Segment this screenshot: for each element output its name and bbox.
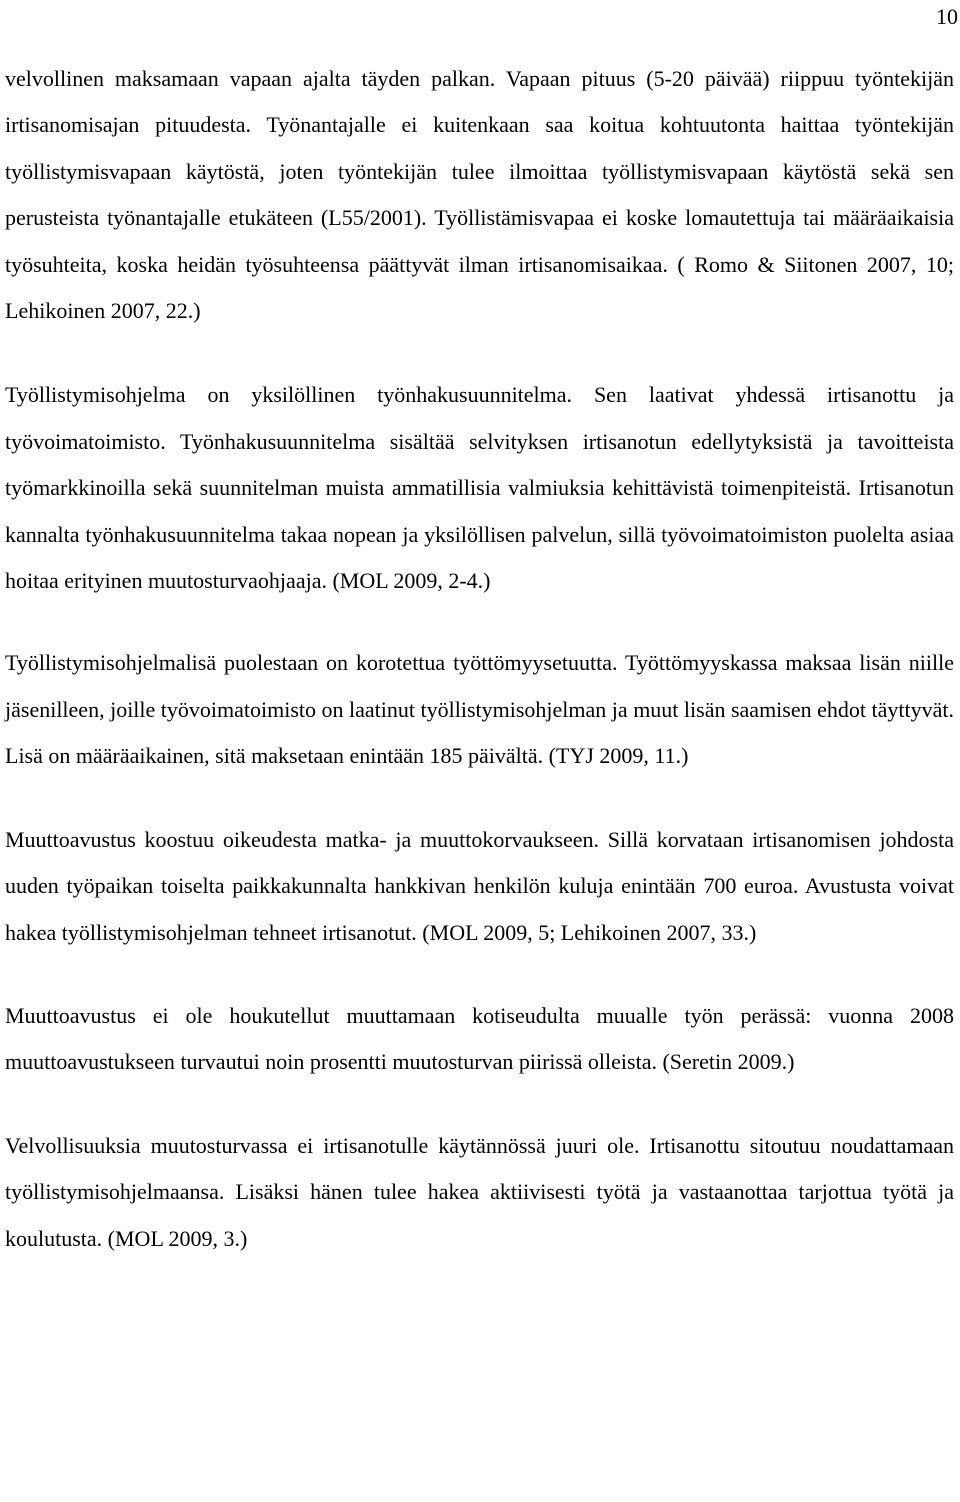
paragraph-1: velvollinen maksamaan vapaan ajalta täyden palkan. Vapaan pituus (5-20 päivää) riippuu työntekijän irtisanomisajan pituudesta. Työnantajalle ei kuitenkaan saa koitua kohtuutonta haittaa työntekijän työllistymisvapaan käytöstä, joten työntekijän tulee ilmoittaa työllistymisvapaan käytöstä sekä sen perusteista työnantajalle etukäteen (L55/2001). Työllistämisvapaa ei koske lomautettuja tai määräaikaisia työsuhteita, koska heidän työsuhteensa päättyvät ilman irtisanomisaikaa. ( Romo & Siitonen 2007, 10; Lehikoinen 2007, 22.): [5, 66, 954, 324]
paragraph-4: Muuttoavustus koostuu oikeudesta matka- ja muuttokorvaukseen. Sillä korvataan irtisanomisen johdosta uuden työpaikan toiselta paikkakunnalta hankkivan henkilön kuluja enintään 700 euroa. Avustusta voivat hakea työllistymisohjelman tehneet irtisanotut. (MOL 2009, 5; Lehikoinen 2007, 33.): [5, 826, 954, 945]
document-body: [5, 56, 954, 1262]
paragraph-3: Työllistymisohjelmalisä puolestaan on korotettua työttömyysetuutta. Työttömyyskassa maksaa lisän niille jäsenilleen, joille työvoimatoimisto on laatinut työllistymisohjelman ja muut lisän saamisen ehdot täyttyvät. Lisä on määräaikainen, sitä maksetaan enintään 185 päivältä. (TYJ 2009, 11.): [5, 650, 954, 769]
paragraph-2: Työllistymisohjelma on yksilöllinen työnhakusuunnitelma. Sen laativat yhdessä irtisanottu ja työvoimatoimisto. Työnhakusuunnitelma sisältää selvityksen irtisanotun edellytyksistä ja tavoitteista työmarkkinoilla sekä suunnitelman muista ammatillisia valmiuksia kehittävistä toimenpiteistä. Irtisanotun kannalta työnhakusuunnitelma takaa nopean ja yksilöllisen palvelun, sillä työvoimatoimiston puolelta asiaa hoitaa erityinen muutosturvaohjaaja. (MOL 2009, 2-4.): [5, 382, 954, 594]
page-number: 10: [936, 4, 958, 29]
paragraph-5: Muuttoavustus ei ole houkutellut muuttamaan kotiseudulta muualle työn perässä: vuonna 2008 muuttoavustukseen turvautui noin prosentti muutosturvan piirissä olleista. (Seretin 2009.): [5, 1002, 954, 1075]
paragraph-6: Velvollisuuksia muutosturvassa ei irtisanotulle käytännössä juuri ole. Irtisanottu sitoutuu noudattamaan työllistymisohjelmaansa. Lisäksi hänen tulee hakea aktiivisesti työtä ja vastaanottaa tarjottua työtä ja koulutusta. (MOL 2009, 3.): [5, 1132, 954, 1251]
